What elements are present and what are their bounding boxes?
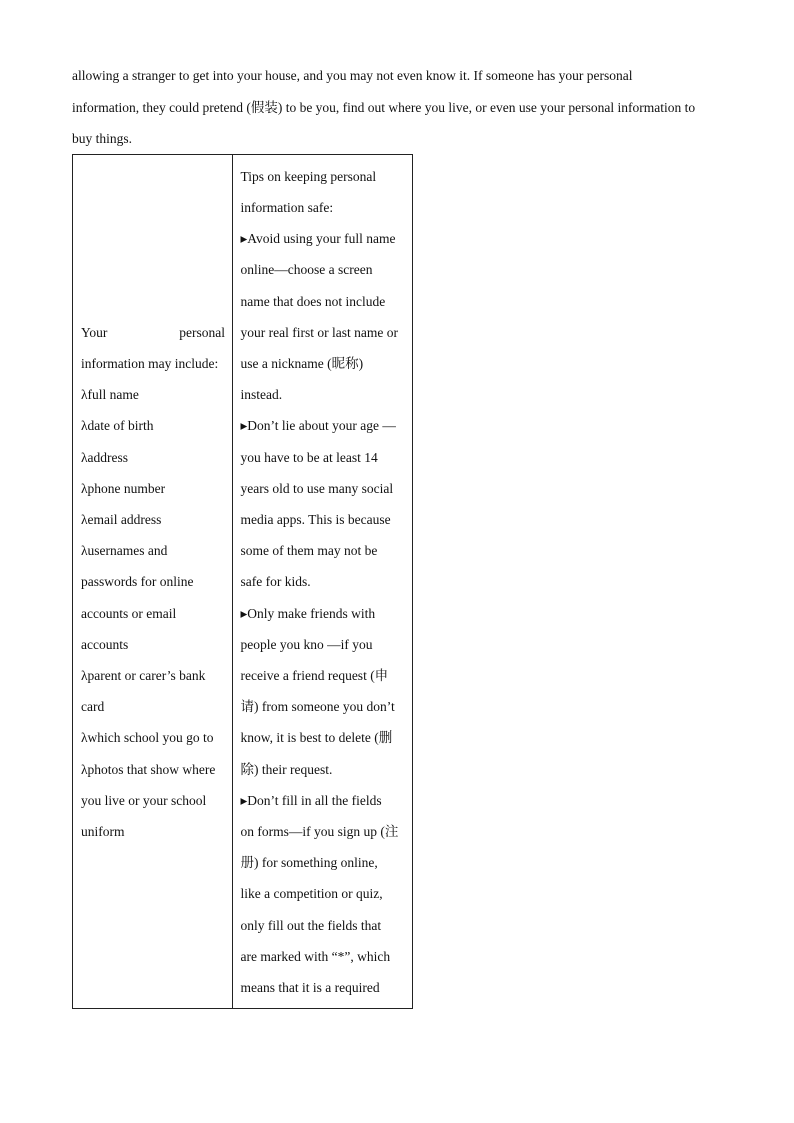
right-line: means that it is a required [240,980,380,995]
right-line: your real first or last name or [240,325,398,340]
left-line: uniform [81,824,125,839]
intro-line-1: allowing a stranger to get into your house, and you may not even know it. If someone has your personal [72,68,633,83]
right-line: years old to use many social [240,481,394,496]
right-line: information safe: [240,200,334,215]
left-line: λwhich school you go to [81,730,214,745]
left-line: λemail address [81,512,162,527]
right-line: people you kno —if you [240,637,373,652]
right-line: use a nickname (昵称) [240,356,364,371]
right-line: instead. [240,387,283,402]
right-line: 请) from someone you don’t [240,699,395,714]
left-line: λphotos that show where [81,762,216,777]
right-line: name that does not include [240,294,386,309]
right-line: know, it is best to delete (删 [240,730,393,745]
right-line: receive a friend request (申 [240,668,389,683]
right-line: ▸Only make friends with [240,606,376,621]
right-line: online—choose a screen [240,262,373,277]
right-line: some of them may not be [240,543,378,558]
left-line: λfull name [81,387,139,402]
safety-tips-cell [232,155,412,1009]
intro-line-2: information, they could pretend (假装) to be you, find out where you live, or even use your personal information to [72,100,696,115]
right-line: ▸Don’t lie about your age — [240,418,396,433]
right-line: you have to be at least 14 [240,450,378,465]
right-line: like a competition or quiz, [240,886,383,901]
right-line: media apps. This is because [240,512,391,527]
right-line: 册) for something online, [240,855,378,870]
left-heading-word-2: personal [179,325,225,340]
left-line: information may include: [81,356,219,371]
left-line: card [81,699,105,714]
left-line: you live or your school [81,793,207,808]
right-line: only fill out the fields that [240,918,382,933]
intro-line-3: buy things. [72,131,133,146]
right-line: Tips on keeping personal [240,169,377,184]
left-heading-word-1: Your [81,325,108,340]
personal-info-table [72,154,413,1009]
left-line: λaddress [81,450,129,465]
right-line: are marked with “*”, which [240,949,391,964]
left-line: λdate of birth [81,418,154,433]
left-line: passwords for online [81,574,194,589]
left-line: λusernames and [81,543,168,558]
right-line: on forms—if you sign up (注 [240,824,399,839]
right-line: safe for kids. [240,574,311,589]
left-line: accounts [81,637,129,652]
left-line: accounts or email [81,606,177,621]
left-line: λphone number [81,481,166,496]
left-line: λparent or carer’s bank [81,668,206,683]
right-line: 除) their request. [240,762,333,777]
right-line: ▸Avoid using your full name [240,231,396,246]
right-line: ▸Don’t fill in all the fields [240,793,382,808]
personal-info-cell [73,155,233,1009]
left-heading-line [81,324,225,342]
